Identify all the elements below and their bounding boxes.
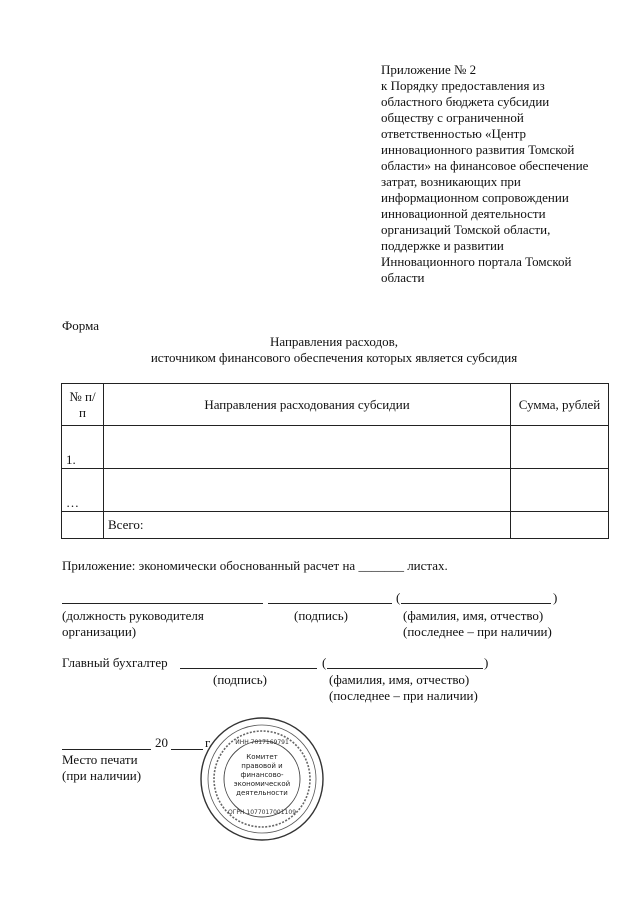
accountant-fio-note: (последнее – при наличии): [329, 688, 478, 703]
paren-close: ): [553, 590, 558, 605]
annex-line: организаций Томской области,: [381, 222, 551, 237]
stamp-line: Комитет: [246, 753, 278, 761]
annex-header: [381, 62, 621, 286]
cell-number: [62, 512, 104, 539]
table-row: [62, 469, 609, 512]
stamp-ogrn: ОГРН 1077017001109: [227, 809, 297, 816]
cell-sum: [511, 469, 609, 512]
fio-line: [401, 603, 551, 604]
signature-label: (подпись): [294, 608, 348, 623]
form-label: Форма: [62, 318, 99, 333]
table-header-row: [62, 384, 609, 426]
fio-note-label: (последнее – при наличии): [403, 624, 552, 639]
table-row: [62, 426, 609, 469]
annex-line: Инновационного портала Томской: [381, 254, 572, 269]
annex-line: инновационного развития Томской: [381, 142, 575, 157]
cell-sum: [511, 426, 609, 469]
annex-line: обществу с ограниченной: [381, 110, 524, 125]
position-line: [62, 603, 263, 604]
signature-line: [268, 603, 392, 604]
cell-direction: [104, 426, 511, 469]
accountant-signature-line: [180, 668, 317, 669]
official-stamp: [197, 714, 327, 844]
paren-open: (: [396, 590, 401, 605]
date-day-line: [62, 749, 151, 750]
annex-line: затрат, возникающих при: [381, 174, 521, 189]
table-total-row: [62, 512, 609, 539]
seal-place-label: Место печати: [62, 752, 138, 767]
expenses-table: [61, 383, 609, 539]
year-suffix: г.: [205, 735, 213, 750]
header-number: № п/п: [62, 384, 104, 426]
cell-number: …: [62, 469, 104, 512]
cell-total-sum: [511, 512, 609, 539]
cell-number: 1.: [62, 426, 104, 469]
attachment-note: Приложение: экономически обоснованный расчет на _______ листах.: [62, 558, 448, 573]
stamp-inn: ИНН 7017169791: [235, 739, 289, 746]
accountant-signature-label: (подпись): [213, 672, 267, 687]
annex-line: поддержке и развитии: [381, 238, 504, 253]
document-title: [60, 334, 608, 366]
head-position-label-2: организации): [62, 624, 137, 639]
head-position-label: (должность руководителя: [62, 608, 204, 623]
annex-line: Приложение № 2: [381, 62, 477, 77]
fio-label: (фамилия, имя, отчество): [403, 608, 544, 623]
accountant-fio-line: [327, 668, 483, 669]
header-sum: Сумма, рублей: [511, 384, 609, 426]
stamp-line: деятельности: [236, 789, 288, 797]
accountant-fio-label: (фамилия, имя, отчество): [329, 672, 470, 687]
cell-direction: [104, 469, 511, 512]
year-prefix: 20: [155, 735, 168, 750]
seal-place-note: (при наличии): [62, 768, 142, 783]
annex-line: к Порядку предоставления из: [381, 78, 545, 93]
annex-line: информационном сопровождении: [381, 190, 569, 205]
annex-line: ответственностью «Центр: [381, 126, 526, 141]
stamp-line: правовой и: [241, 762, 283, 770]
stamp-line: финансово-: [240, 771, 284, 779]
annex-line: областного бюджета субсидии: [381, 94, 550, 109]
paren-open: (: [322, 655, 327, 670]
accountant-label: Главный бухгалтер: [62, 655, 168, 670]
annex-line: области» на финансовое обеспечение: [381, 158, 589, 173]
header-direction: Направления расходования субсидии: [104, 384, 511, 426]
cell-total-label: Всего:: [104, 512, 511, 539]
paren-close: ): [484, 655, 489, 670]
annex-line: инновационной деятельности: [381, 206, 546, 221]
stamp-line: экономической: [233, 780, 291, 788]
title-line-1: Направления расходов,: [269, 334, 399, 349]
title-line-2: источником финансового обеспечения которых является субсидия: [150, 350, 518, 365]
annex-line: области: [381, 270, 425, 285]
